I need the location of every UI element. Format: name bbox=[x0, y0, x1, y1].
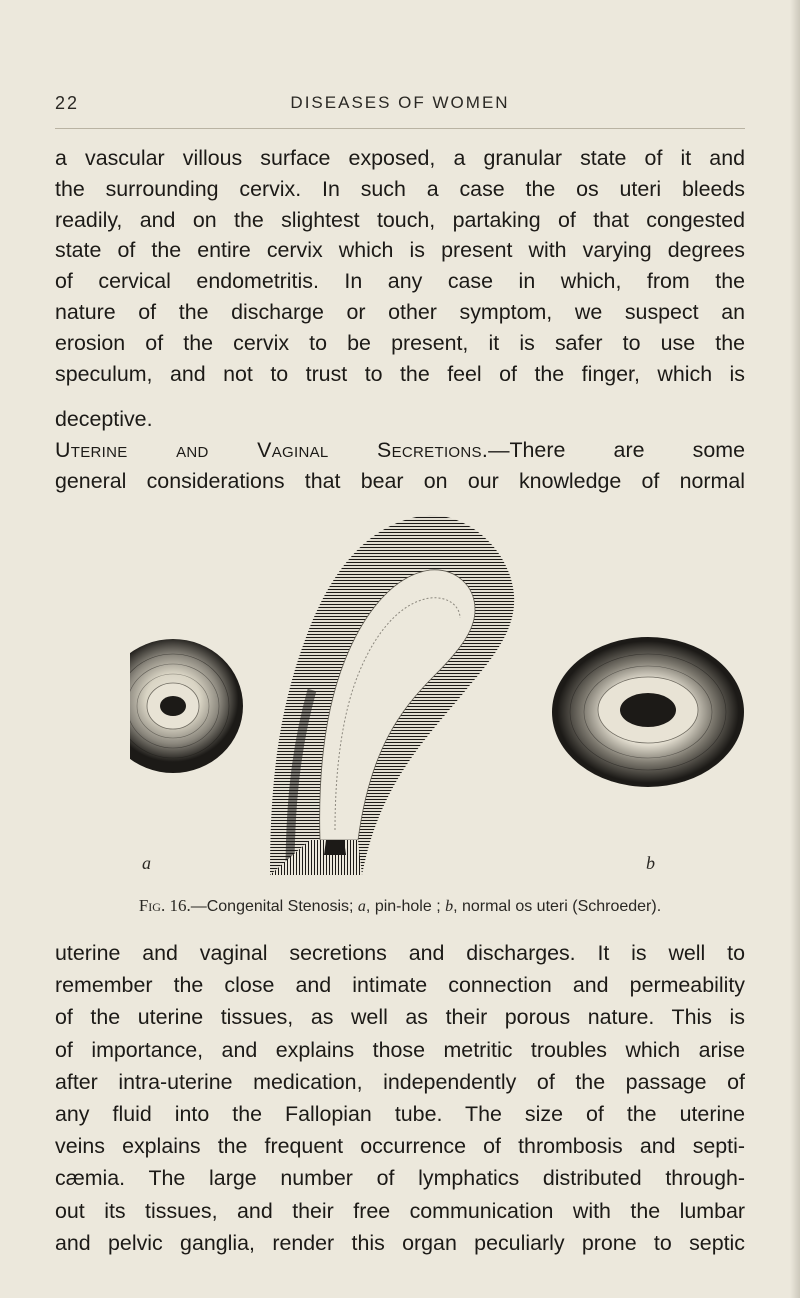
figure-label-b: b bbox=[646, 853, 655, 873]
figure-congenital-stenosis bbox=[130, 510, 760, 890]
paragraph-1-last-line: deceptive. bbox=[55, 407, 153, 431]
text-line: and pelvic ganglia, render this organ peculiarly prone to septic bbox=[55, 1230, 745, 1255]
os-normal-diagram bbox=[552, 637, 744, 787]
text-line: of the uterine tissues, as well as their porous nature. This is bbox=[55, 1005, 745, 1030]
text-line: out its tissues, and their free communication with the lumbar bbox=[55, 1198, 745, 1223]
page-number: 22 bbox=[55, 93, 80, 113]
section-heading: Uterine and Vaginal Secretions. bbox=[55, 438, 489, 462]
paragraph-2 bbox=[55, 435, 745, 497]
text-line: the surrounding cervix. In such a case the os uteri bleeds bbox=[55, 176, 745, 201]
figure-illustration bbox=[130, 510, 760, 890]
text-line: state of the entire cervix which is present with varying degrees bbox=[55, 238, 745, 263]
text-line: erosion of the cervix to be present, it is safer to use the bbox=[55, 330, 745, 355]
caption-a: a bbox=[357, 898, 366, 915]
running-head-title: DISEASES OF WOMEN bbox=[290, 93, 510, 112]
figure-label-a: a bbox=[142, 853, 151, 873]
text-line: cæmia. The large number of lymphatics distributed through- bbox=[55, 1166, 745, 1191]
paragraph-3 bbox=[55, 937, 745, 1259]
header-rule bbox=[55, 128, 745, 129]
paragraph-2-line-2: general considerations that bear on our knowledge of normal bbox=[55, 468, 745, 493]
figure-number: Fig. 16. bbox=[138, 896, 191, 915]
text-line: any fluid into the Fallopian tube. The size of the uterine bbox=[55, 1102, 745, 1127]
text-line: speculum, and not to trust to the feel of the finger, which is bbox=[55, 361, 745, 386]
os-pinhole-diagram bbox=[130, 639, 243, 773]
caption-text-1: —Congenital Stenosis; bbox=[190, 898, 358, 915]
text-line: nature of the discharge or other symptom, we suspect an bbox=[55, 299, 745, 324]
text-line: veins explains the frequent occurrence of thrombosis and septi- bbox=[55, 1134, 745, 1159]
caption-text-2: , pin-hole ; bbox=[365, 898, 446, 915]
text-line: uterine and vaginal secretions and discharges. It is well to bbox=[55, 941, 745, 965]
page-edge-shadow bbox=[790, 0, 800, 1298]
text-line: of importance, and explains those metritic troubles which arise bbox=[55, 1037, 745, 1062]
paragraph-2-line-1-rest: —There are some bbox=[488, 438, 745, 462]
uterus-section-diagram bbox=[270, 515, 514, 875]
text-line: after intra-uterine medication, independently of the passage of bbox=[55, 1069, 745, 1094]
paragraph-1 bbox=[55, 143, 745, 389]
caption-text-3: , normal os uteri (Schroeder). bbox=[453, 898, 662, 915]
text-line: of cervical endometritis. In any case in which, from the bbox=[55, 269, 745, 294]
text-line: remember the close and intimate connection and permeability bbox=[55, 973, 745, 998]
running-head bbox=[55, 93, 745, 123]
text-line: a vascular villous surface exposed, a granular state of it and bbox=[55, 146, 745, 170]
caption-b: b bbox=[445, 898, 454, 915]
figure-caption bbox=[55, 896, 745, 916]
paragraph-2-line-1 bbox=[55, 435, 745, 466]
text-line: readily, and on the slightest touch, partaking of that congested bbox=[55, 207, 745, 232]
